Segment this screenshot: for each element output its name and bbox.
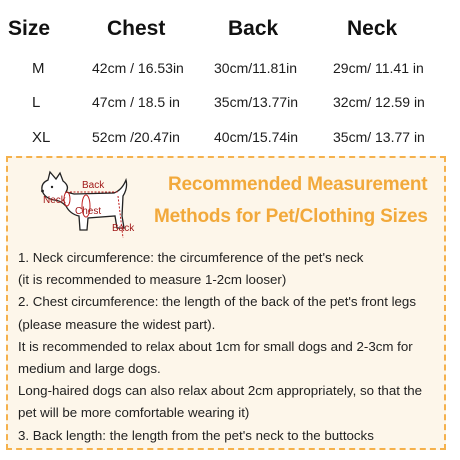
diagram-label-chest: Chest (75, 206, 102, 217)
guide-instructions (18, 247, 446, 447)
instruction-line: It is recommended to relax about 1cm for small dogs and 2-3cm for (18, 338, 413, 354)
table-row (0, 94, 460, 118)
size-cell: M (32, 60, 45, 77)
table-row (0, 60, 460, 84)
instruction-line: pet will be more comfortable wearing it) (18, 405, 250, 421)
guide-title-line-2: Methods for Pet/Clothing Sizes (154, 206, 428, 227)
instruction-line: (it is recommended to measure 1-2cm looser) (18, 272, 287, 288)
size-cell: L (32, 94, 41, 111)
chest-cell: 47cm / 18.5 in (92, 94, 180, 110)
back-cell: 35cm/13.77in (214, 94, 299, 110)
chest-cell: 42cm / 16.53in (92, 60, 184, 76)
diagram-label-neck: Neck (43, 195, 66, 206)
back-cell: 30cm/11.81in (214, 60, 298, 76)
header-size: Size (8, 17, 51, 40)
diagram-label-back-length: Back (112, 223, 135, 234)
neck-cell: 32cm/ 12.59 in (333, 94, 425, 110)
table-row (0, 129, 460, 153)
instruction-line: (please measure the widest part). (18, 316, 216, 332)
instruction-line: 2. Chest circumference: the length of the back of the pet's front legs (18, 294, 416, 310)
back-cell: 40cm/15.74in (214, 129, 299, 145)
dog-measurement-diagram (30, 166, 140, 246)
measurement-guide-box (6, 156, 446, 450)
header-neck: Neck (347, 17, 398, 40)
neck-cell: 29cm/ 11.41 in (333, 60, 424, 76)
size-chart-table (0, 0, 460, 150)
guide-title-line-1: Recommended Measurement (168, 174, 428, 195)
instruction-line: Long-haired dogs can also relax about 2cm appropriately, so that the (18, 383, 423, 399)
header-back: Back (228, 17, 279, 40)
header-chest: Chest (107, 17, 166, 40)
neck-cell: 35cm/ 13.77 in (333, 129, 425, 145)
instruction-line: 3. Back length: the length from the pet's neck to the buttocks (18, 427, 374, 443)
diagram-label-back: Back (82, 180, 105, 191)
size-cell: XL (32, 129, 51, 146)
chest-cell: 52cm /20.47in (92, 129, 180, 145)
instruction-line: 1. Neck circumference: the circumference of the pet's neck (18, 250, 364, 265)
instruction-line: medium and large dogs. (18, 361, 161, 377)
